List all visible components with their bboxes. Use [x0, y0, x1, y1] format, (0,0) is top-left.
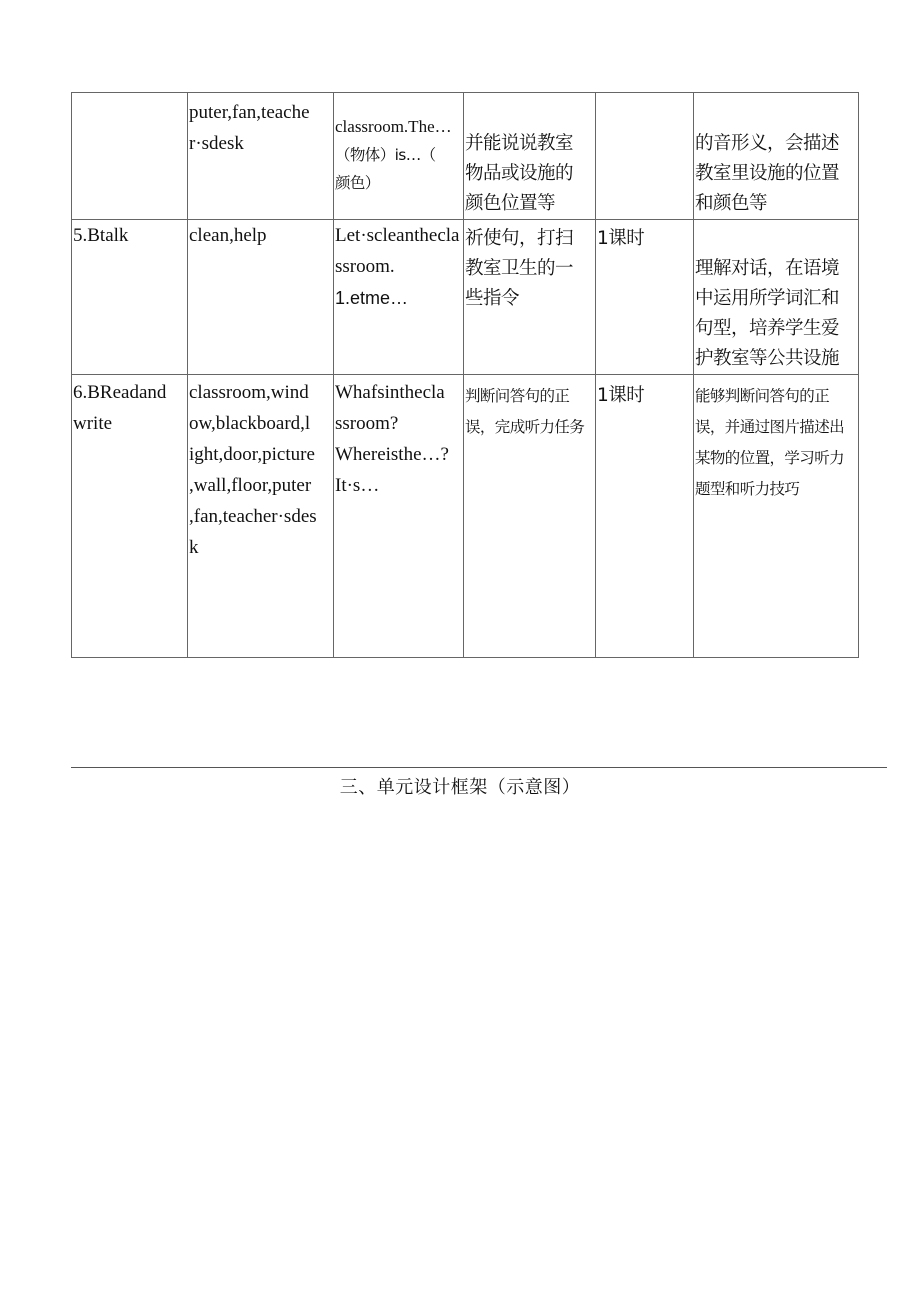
goal-cell: 的音形义，会描述 教室里设施的位置 和颜色等 — [694, 93, 859, 220]
hours-cell — [596, 93, 694, 220]
sentence-cell: classroom.The… （物体）is…（ 颜色） — [334, 93, 464, 220]
hours-text: 1课时 — [597, 385, 645, 406]
target-cell: 并能说说教室 物品或设施的 颜色位置等 — [464, 93, 596, 220]
goal-cell: 能够判断问答句的正 误，并通过图片描述出 某物的位置，学习听力 题型和听力技巧 — [694, 375, 859, 658]
hours-cell — [596, 375, 694, 658]
table-row — [72, 93, 859, 220]
sentence-text: classroom.The… — [335, 117, 452, 136]
sentence-text: Let·scleantheclassroom. — [335, 225, 460, 277]
target-text: 判断问答句的正 — [465, 387, 570, 405]
hours-text: 1课时 — [597, 228, 645, 249]
lesson-cell — [72, 220, 188, 375]
target-cell — [464, 220, 596, 375]
section-heading: 三、单元设计框架（示意图） — [339, 777, 581, 798]
hours-cell — [596, 220, 694, 375]
lesson-cell — [72, 93, 188, 220]
sentence-cell — [334, 220, 464, 375]
table-row — [72, 375, 859, 658]
vocabulary-text: classroom,wind — [189, 382, 309, 403]
table-row — [72, 220, 859, 375]
target-text: 祈使句，打扫 教室卫生的一 些指令 — [465, 228, 574, 309]
sentence-cell: Whafsinthecla ssroom? Whereisthe…? It·s… — [334, 375, 464, 658]
lesson-label: 5.Btalk — [73, 225, 129, 246]
vocabulary-cell: classroom,wind ow,blackboard,l ight,door,picture ,wall,floor,puter ,fan,teacher·sdes k — [188, 375, 334, 658]
sentence-text: Whafsinthecla — [335, 382, 445, 403]
lesson-cell: 6.BReadand write — [72, 375, 188, 658]
vocabulary-cell — [188, 220, 334, 375]
goal-text: 能够判断问答句的正 — [695, 387, 830, 405]
target-cell: 判断问答句的正 误，完成听力任务 — [464, 375, 596, 658]
goal-text: 理解对话，在语境 中运用所学词汇和 句型，培养学生爱 护教室等公共设施 — [695, 258, 840, 369]
vocabulary-text: puter,fan,teache — [189, 102, 310, 123]
goal-text: 的音形义，会描述 — [695, 133, 840, 154]
goal-cell — [694, 220, 859, 375]
section-divider — [71, 767, 887, 768]
teaching-plan-table — [71, 92, 859, 658]
vocabulary-cell: puter,fan,teache r·sdesk — [188, 93, 334, 220]
sentence-text: 1.etme… — [335, 288, 409, 308]
target-text: 并能说说教室 — [465, 133, 574, 154]
lesson-label: 6.BReadand — [73, 382, 167, 403]
vocabulary-text: clean,help — [189, 225, 267, 246]
